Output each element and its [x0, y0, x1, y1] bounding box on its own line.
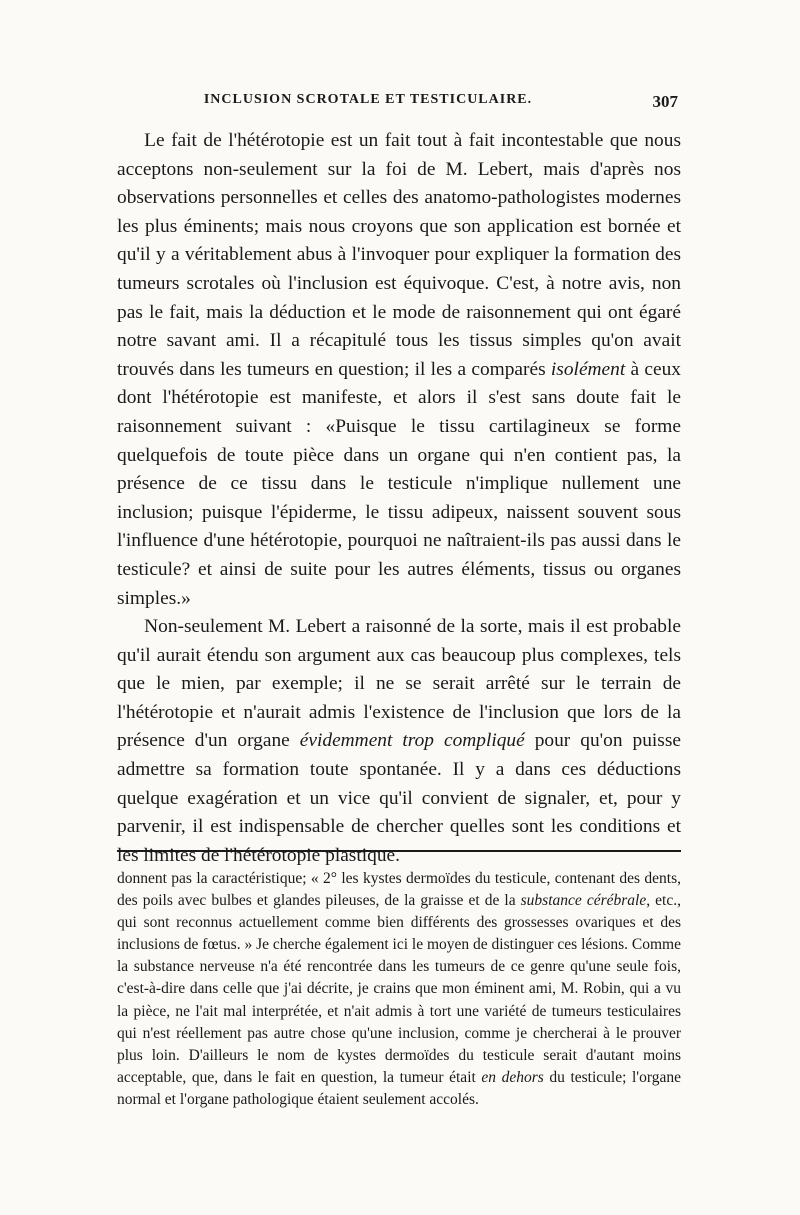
paragraph-1-text-b: à ceux dont l'hétérotopie est manifeste, et alors il s'est sans doute fait le raisonnement suivant : «Puisque le tissu cartilagineux se forme quelquefois de toute pièce dans un organe qui n'en contient pas, la présence de ce tissu dans le testicule n'implique nullement une inclusion; puisque l'épiderme, le tissu adipeux, naissent souvent sous l'influence d'une hétérotopie, pourquoi ne naîtraient-ils pas aussi dans le testicule? et ainsi de suite pour les autres éléments, tissus ou organes simples.»	[117, 358, 681, 609]
footnote-text-a: donnent pas la caractéristique; « 2° les kystes dermoïdes du testicule, contenant des dents, des poils avec bulbes et glandes pileuses, de la graisse et de la	[117, 870, 681, 910]
footnote	[117, 868, 681, 1111]
footnote-text-c: du testicule; l'organe normal et l'organe pathologique étaient seulement accolés.	[117, 1068, 681, 1108]
paragraph-2-italic: évidemment trop compliqué	[299, 730, 525, 752]
footnote-text-b: , etc., qui sont reconnus actuellement comme bien différents des grossesses ovariques et des inclusions de fœtus. » Je cherche également ici le moyen de distinguer ces lésions. Comme la substance nerveuse n'a été rencontrée dans les tumeurs de ce genre qu'une seule fois, c'est-à-dire dans celle que j'ai décrite, je crains que mon éminent ami, M. Robin, qui a vu la pièce, ne l'ait mal interprétée, et n'ait admis à tort une variété de tumeurs testiculaires qui n'est réellement pas autre chose qu'une inclusion, comme je chercherai à le prouver plus loin. D'ailleurs le nom de kystes dermoïdes du testicule serait d'autant moins acceptable, que, dans le fait en question, la tumeur était	[117, 892, 681, 1086]
main-text	[117, 127, 681, 870]
paragraph-1	[117, 127, 681, 613]
footnote-separator	[117, 850, 681, 852]
paragraph-2-text-a: Non-seulement M. Lebert a raisonné de la sorte, mais il est probable qu'il aurait étendu son argument aux cas beaucoup plus complexes, tels que le mien, par exemple; il ne se serait arrêté sur le terrain de l'hétérotopie et n'aurait admis l'existence de l'inclusion que lors de la présence d'un organe	[117, 616, 681, 752]
running-title: INCLUSION SCROTALE ET TESTICULAIRE.	[203, 92, 533, 107]
paragraph-1-italic: isolément	[550, 358, 626, 380]
page-number: 307	[652, 92, 678, 111]
footnote-italic-1: substance cérébrale	[520, 892, 647, 910]
paragraph-2-text-b: pour qu'on puisse admettre sa formation toute spontanée. Il y a dans ces déductions quelque exagération et un vice qu'il convient de signaler, et, pour y parvenir, il est indispensable de chercher quelles sont les conditions et les limites de l'hétérotopie plastique.	[117, 730, 681, 866]
footnote-paragraph	[117, 868, 681, 1111]
paragraph-2	[117, 613, 681, 870]
footnote-italic-2: en dehors	[481, 1068, 544, 1086]
page-header	[118, 92, 678, 114]
paragraph-1-text-a: Le fait de l'hétérotopie est un fait tout à fait incontestable que nous acceptons non-seulement sur la foi de M. Lebert, mais d'après nos observations personnelles et celles des anatomo-pathologistes modernes les plus éminents; mais nous croyons que son application est bornée et qu'il y a véritablement abus à l'invoquer pour expliquer la formation des tumeurs scrotales où l'inclusion est équivoque. C'est, à notre avis, non pas le fait, mais la déduction et le mode de raisonnement qui ont égaré notre savant ami. Il a récapitulé tous les tissus simples qu'on avait trouvés dans les tumeurs en question; il les a comparés	[117, 130, 681, 380]
